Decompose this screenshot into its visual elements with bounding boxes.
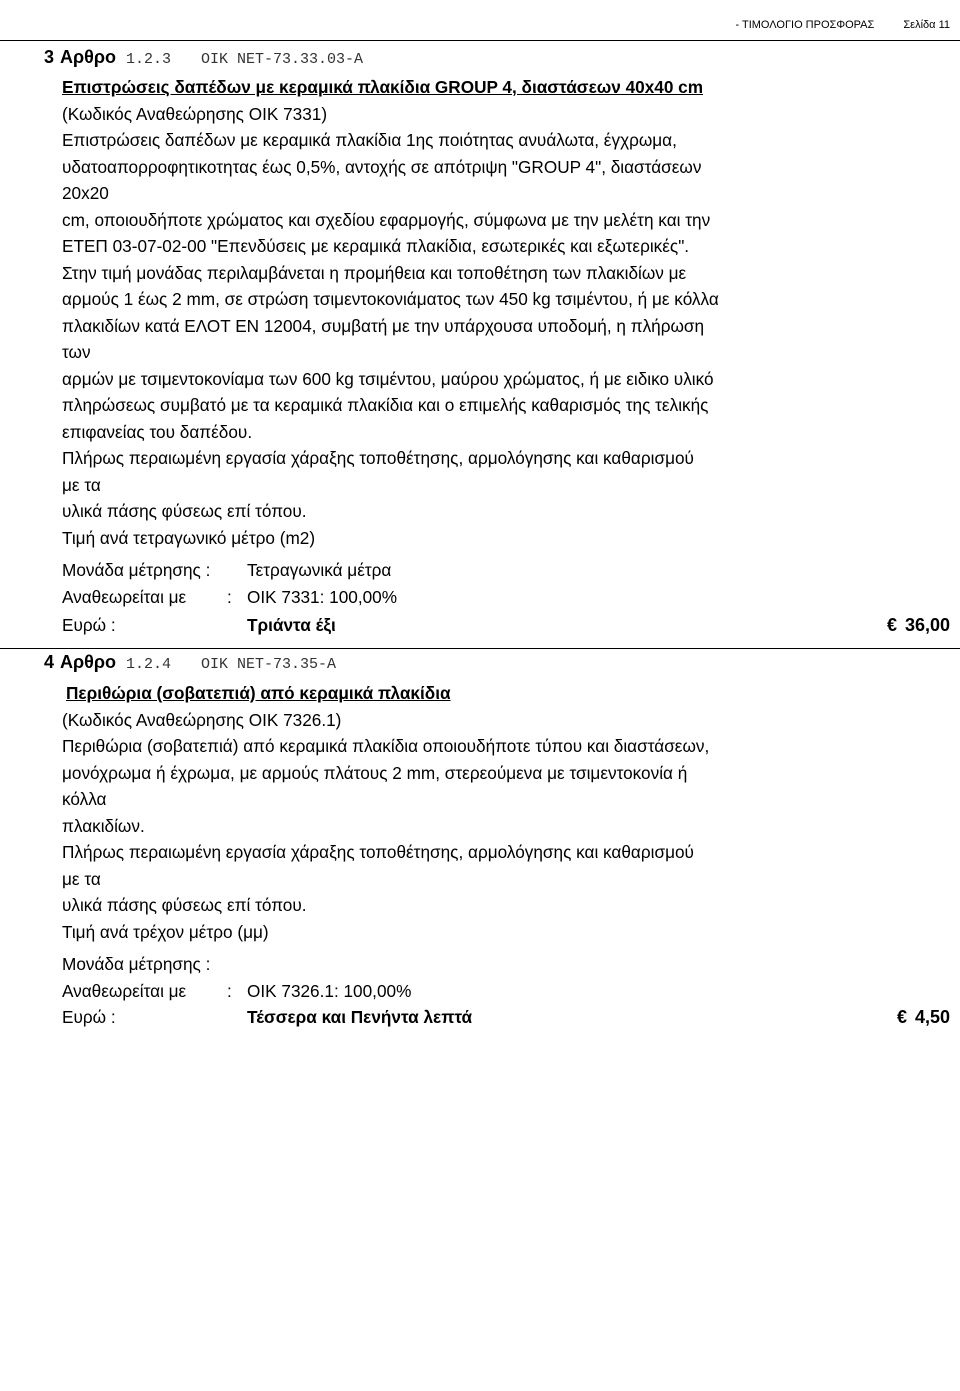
unit-row	[62, 951, 950, 978]
header-divider	[0, 40, 960, 41]
description-line: με τα	[62, 474, 101, 495]
price-row	[62, 1004, 950, 1031]
description-line: επιφανείας του δαπέδου.	[62, 421, 253, 442]
revision-label: Αναθεωρείται με	[62, 586, 187, 607]
article-title: Επιστρώσεις δαπέδων με κεραμικά πλακίδια GROUP 4, διαστάσεων 40x40 cm	[62, 77, 703, 97]
description-line: κόλλα	[62, 789, 107, 809]
description-line: (Κωδικός Αναθεώρησης ΟΙΚ 7326.1)	[62, 709, 342, 730]
description-line: cm, οποιουδήποτε χρώματος και σχεδίου εφαρμογής, σύμφωνα με την μελέτη και την	[62, 209, 711, 230]
article-body	[62, 680, 950, 1031]
price-in-words: Τριάντα έξι	[247, 615, 336, 635]
document-title: - ΤΙΜΟΛΟΓΙΟ ΠΡΟΣΦΟΡΑΣ	[735, 19, 875, 31]
article-word: Αρθρο	[60, 652, 117, 672]
euro-icon: €	[896, 1007, 907, 1027]
description-line: Στην τιμή μονάδας περιλαμβάνεται η προμήθεια και τοποθέτηση των πλακιδίων με	[62, 262, 687, 283]
description-line: των	[62, 342, 91, 362]
description-line: πλακιδίων.	[62, 815, 145, 836]
revision-row	[62, 978, 950, 1005]
price-label: Ευρώ :	[62, 615, 116, 635]
description-line: Τιμή ανά τετραγωνικό μέτρο (m2)	[62, 527, 316, 548]
description-line: (Κωδικός Αναθεώρησης ΟΙΚ 7331)	[62, 103, 328, 124]
description-line: πληρώσεως συμβατό με τα κεραμικά πλακίδια και ο επιμελής καθαρισμός της τελικής	[62, 395, 709, 415]
page-header	[735, 19, 950, 31]
unit-label: Μονάδα μέτρησης :	[62, 954, 211, 974]
article-number: 4	[44, 652, 55, 672]
page-label: Σελίδα	[903, 19, 936, 31]
revision-label: Αναθεωρείται με	[62, 980, 187, 1001]
unit-label: Μονάδα μέτρησης :	[62, 560, 211, 580]
price-amount: 36,00	[904, 615, 950, 635]
description-line: Επιστρώσεις δαπέδων με κεραμικά πλακίδια 1ης ποιότητας ανυάλωτα, έγχρωμα,	[62, 130, 677, 150]
description-line: 20x20	[62, 183, 109, 203]
article-ref: 1.2.3	[126, 51, 172, 68]
description-line: υλικά πάσης φύσεως επί τόπου.	[62, 895, 307, 915]
page-number: 11	[938, 19, 950, 31]
article-number: 3	[44, 47, 55, 67]
unit-row	[62, 557, 950, 584]
article-description	[62, 101, 950, 552]
description-line: Τιμή ανά τρέχον μέτρο (μμ)	[62, 921, 269, 942]
article-title: Περιθώρια (σοβατεπιά) από κεραμικά πλακίδια	[66, 683, 451, 703]
description-line: Περιθώρια (σοβατεπιά) από κεραμικά πλακίδια οποιουδήποτε τύπου και διαστάσεων,	[62, 736, 710, 756]
description-line: ΕΤΕΠ 03-07-02-00 "Επενδύσεις με κεραμικά πλακίδια, εσωτερικές και εξωτερικές".	[62, 236, 690, 256]
description-line: Πλήρως περαιωμένη εργασία χάραξης τοποθέτησης, αρμολόγησης και καθαρισμού	[62, 448, 694, 468]
price-in-words: Τέσσερα και Πενήντα λεπτά	[247, 1007, 473, 1027]
description-line: αρμών με τσιμεντοκονίαμα των 600 kg τσιμέντου, μαύρου χρώματος, ή με ειδικο υλικό	[62, 368, 714, 389]
revision-colon: :	[227, 586, 232, 607]
revision-value: ΟΙΚ 7326.1: 100,00%	[247, 980, 412, 1001]
revision-colon: :	[227, 980, 232, 1001]
revision-row	[62, 584, 950, 611]
price-amount-box	[897, 1004, 950, 1031]
article-description	[62, 707, 950, 946]
article-heading	[44, 652, 336, 673]
article-body	[62, 74, 950, 639]
article-reference	[126, 656, 336, 673]
description-line: υλικά πάσης φύσεως επί τόπου.	[62, 501, 307, 521]
description-line: Πλήρως περαιωμένη εργασία χάραξης τοποθέτησης, αρμολόγησης και καθαρισμού	[62, 842, 694, 862]
description-line: αρμούς 1 έως 2 mm, σε στρώση τσιμεντοκονιάματος των 450 kg τσιμέντου, ή με κόλλα	[62, 289, 719, 309]
article-ref: 1.2.4	[126, 656, 172, 673]
euro-icon: €	[886, 615, 897, 635]
unit-value: Τετραγωνικά μέτρα	[247, 560, 392, 580]
price-row	[62, 612, 950, 639]
description-line: μονόχρωμα ή έχρωμα, με αρμούς πλάτους 2 mm, στερεούμενα με τσιμεντοκονία ή	[62, 762, 688, 783]
revision-value: ΟΙΚ 7331: 100,00%	[247, 586, 398, 607]
article-word: Αρθρο	[60, 47, 117, 67]
description-line: με τα	[62, 868, 101, 889]
description-line: πλακιδίων κατά ΕΛΟΤ ΕΝ 12004, συμβατή με την υπάρχουσα υποδομή, η πλήρωση	[62, 315, 705, 336]
price-amount-box	[887, 612, 950, 639]
article-divider	[0, 648, 960, 649]
article-heading	[44, 47, 363, 68]
article-reference	[126, 51, 363, 68]
article-code: ΟΙΚ NET-73.33.03-Α	[201, 51, 364, 68]
price-amount: 4,50	[914, 1007, 950, 1027]
article-code: ΟΙΚ NET-73.35-Α	[201, 656, 337, 673]
price-label: Ευρώ :	[62, 1007, 116, 1027]
description-line: υδατοαπορροφητικοτητας έως 0,5%, αντοχής σε απότριψη "GROUP 4", διαστάσεων	[62, 156, 702, 177]
